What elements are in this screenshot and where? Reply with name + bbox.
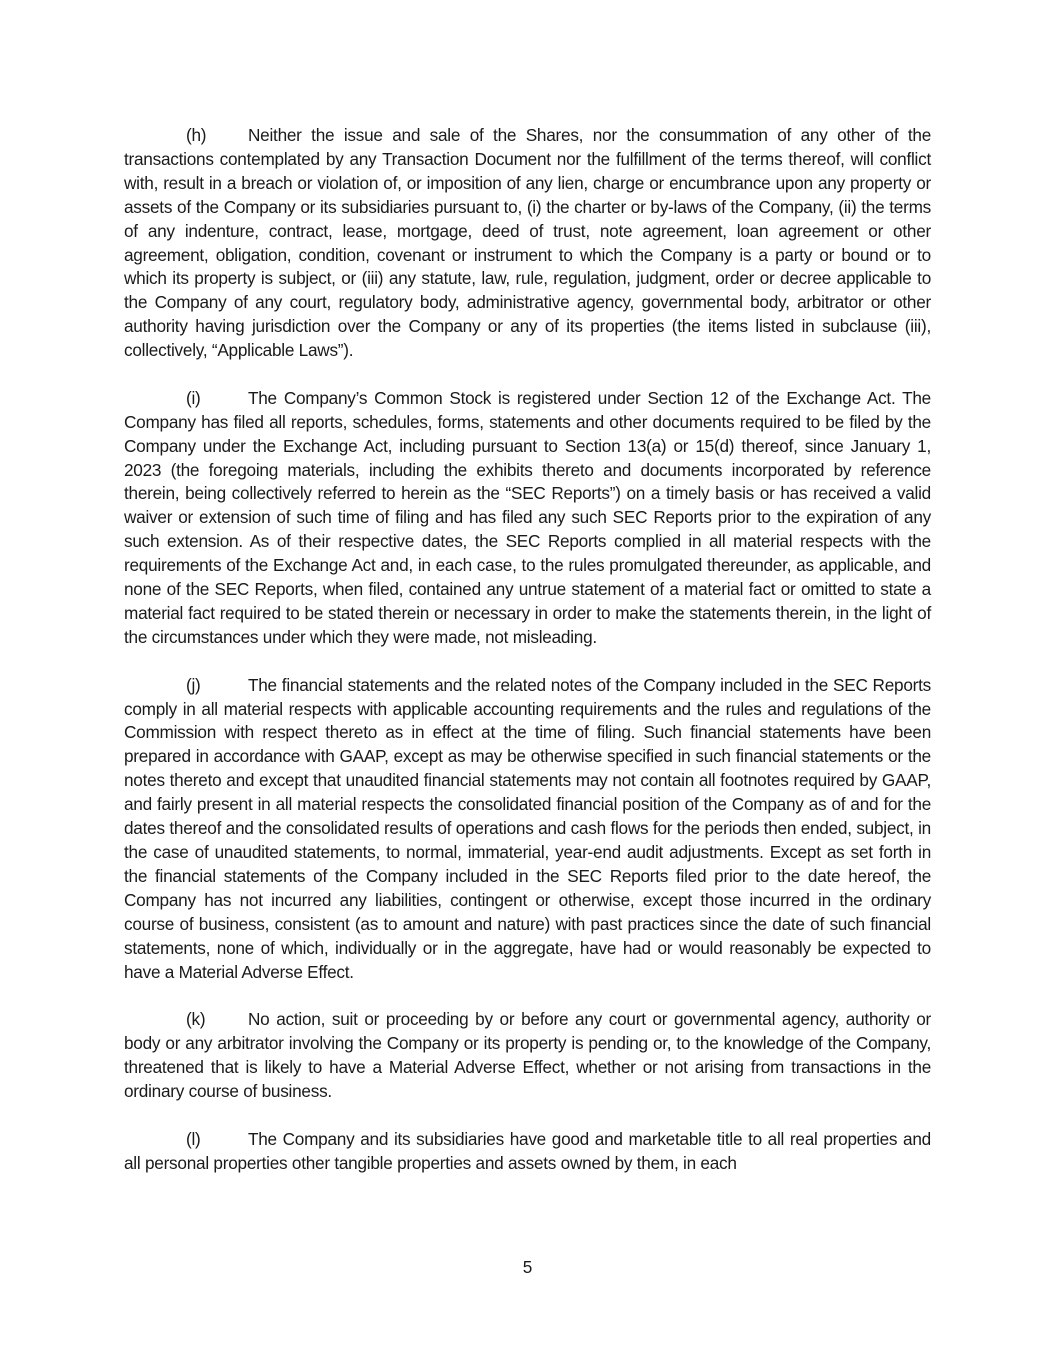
paragraph-l xyxy=(124,1128,931,1176)
paragraph-text: The Company and its subsidiaries have good and marketable title to all real properties and all personal properties other tangible properties and assets owned by them, in each xyxy=(124,1128,931,1173)
page-number: 5 xyxy=(522,1257,533,1277)
paragraph-text: No action, suit or proceeding by or before any court or governmental agency, authority or body or any arbitrator involving the Company or its property is pending or, to the knowledge of the Company, threatened that is likely to have a Material Adverse Effect, whether or not arising from transactions in the ordinary course of business. xyxy=(124,1009,931,1101)
paragraph-label: (i) xyxy=(186,387,201,408)
paragraph-i xyxy=(124,387,931,650)
paragraph-j xyxy=(124,674,931,985)
paragraph-label: (j) xyxy=(186,674,201,695)
paragraph-k xyxy=(124,1008,931,1104)
paragraph-text: Neither the issue and sale of the Shares, nor the consummation of any other of the transactions contemplated by any Transaction Document nor the fulfillment of the terms thereof, will conflict with, result in a breach or violation of, or imposition of any lien, charge or encumbrance upon any property or assets of the Company or its subsidiaries pursuant to, (i) the charter or by-laws of the Company, (ii) the terms of any indenture, contract, lease, mortgage, deed of trust, note agreement, loan agreement or other agreement, obligation, condition, covenant or instrument to which the Company is a party or bound or to which its property is subject, or (iii) any statute, law, rule, regulation, judgment, order or decree applicable to the Company of any court, regulatory body, administrative agency, governmental body, arbitrator or other authority having jurisdiction over the Company or any of its properties (the items listed in subclause (iii), collectively, “Applicable Laws”). xyxy=(124,125,931,361)
paragraph-label: (l) xyxy=(186,1128,201,1149)
paragraph-text: The Company’s Common Stock is registered under Section 12 of the Exchange Act. The Company has filed all reports, schedules, forms, statements and other documents required to be filed by the Company under the Exchange Act, including pursuant to Section 13(a) or 15(d) thereof, since January 1, 2023 (the foregoing materials, including the exhibits thereto and documents incorporated by reference therein, being collectively referred to herein as the “SEC Reports”) on a timely basis or has received a valid waiver or extension of such time of filing and has filed any such SEC Reports prior to the expiration of any such extension. As of their respective dates, the SEC Reports complied in all material respects with the requirements of the Exchange Act and, in each case, to the rules promulgated thereunder, as applicable, and none of the SEC Reports, when filed, contained any untrue statement of a material fact or omitted to state a material fact required to be stated therein or necessary in order to make the statements therein, in the light of the circumstances under which they were made, not misleading. xyxy=(124,387,931,647)
paragraph-text: The financial statements and the related notes of the Company included in the SEC Reports comply in all material respects with applicable accounting requirements and the rules and regulations of the Commission with respect thereto as in effect at the time of filing. Such financial statements have been prepared in accordance with GAAP, except as may be otherwise specified in such financial statements or the notes thereto and except that unaudited financial statements may not contain all footnotes required by GAAP, and fairly present in all material respects the consolidated financial position of the Company as of and for the dates thereof and the consolidated results of operations and cash flows for the periods then ended, subject, in the case of unaudited statements, to normal, immaterial, year-end audit adjustments. Except as set forth in the financial statements of the Company included in the SEC Reports filed prior to the date hereof, the Company has not incurred any liabilities, contingent or otherwise, except those incurred in the ordinary course of business, consistent (as to amount and nature) with past practices since the date of such financial statements, none of which, individually or in the aggregate, have had or would reasonably be expected to have a Material Adverse Effect. xyxy=(124,674,931,982)
document-body xyxy=(124,124,931,1199)
paragraph-label: (k) xyxy=(186,1009,206,1030)
paragraph-h xyxy=(124,124,931,363)
paragraph-label: (h) xyxy=(186,125,207,145)
